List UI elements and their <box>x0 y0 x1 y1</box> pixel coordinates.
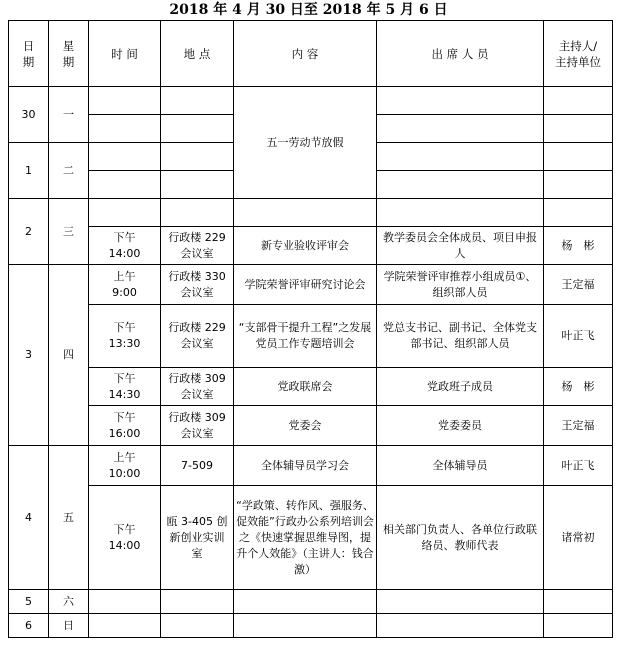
date-cell: 1 <box>9 143 49 199</box>
event-content: “支部骨干提升工程”之发展党员工作专题培训会 <box>234 305 377 368</box>
empty-cell <box>377 143 544 171</box>
event-place <box>161 486 234 590</box>
event-place <box>161 265 234 305</box>
header-date-line2: 期 <box>22 54 35 69</box>
empty-cell <box>89 590 161 614</box>
empty-cell <box>89 199 161 227</box>
table-row <box>9 446 613 486</box>
empty-cell <box>89 171 161 199</box>
place-line: 会议室 <box>180 426 214 440</box>
event-host: 叶正飞 <box>544 446 613 486</box>
empty-cell <box>544 171 613 199</box>
table-row <box>9 406 613 446</box>
empty-cell <box>544 143 613 171</box>
place-line: 行政楼 309 <box>168 410 226 424</box>
event-place <box>161 227 234 265</box>
weekday-cell: 四 <box>49 265 89 446</box>
header-date <box>9 21 49 87</box>
header-host-line2: 主持单位 <box>555 54 601 69</box>
event-content: 新专业验收评审会 <box>234 227 377 265</box>
event-host: 杨 彬 <box>544 227 613 265</box>
event-time <box>89 486 161 590</box>
empty-cell <box>377 171 544 199</box>
empty-cell <box>161 171 234 199</box>
empty-cell <box>89 115 161 143</box>
event-time <box>89 305 161 368</box>
time-clock: 14:00 <box>108 538 141 552</box>
header-weekday-line2: 期 <box>62 54 75 69</box>
empty-cell <box>234 614 377 638</box>
place-line: 行政楼 229 <box>168 321 226 334</box>
place-line: 会议室 <box>180 337 214 350</box>
place-line: 会议室 <box>180 285 214 299</box>
time-period: 下午 <box>113 230 136 244</box>
date-cell: 2 <box>9 199 49 265</box>
event-host: 王定福 <box>544 265 613 305</box>
event-time <box>89 446 161 486</box>
weekday-cell: 一 <box>49 87 89 143</box>
header-place: 地 点 <box>161 21 234 87</box>
header-weekday <box>49 21 89 87</box>
table-row <box>9 590 613 614</box>
event-time <box>89 265 161 305</box>
place-line: 行政楼 330 <box>168 269 226 283</box>
event-content: 党政联席会 <box>234 368 377 406</box>
time-clock: 10:00 <box>108 466 141 480</box>
time-period: 下午 <box>113 321 136 334</box>
place-line: 会议室 <box>180 246 214 260</box>
empty-cell <box>544 199 613 227</box>
place-line: 行政楼 309 <box>168 371 226 385</box>
empty-cell <box>161 590 234 614</box>
empty-cell <box>89 87 161 115</box>
empty-cell <box>377 614 544 638</box>
empty-cell <box>544 614 613 638</box>
time-period: 下午 <box>113 410 136 424</box>
event-content: 学院荣誉评审研究讨论会 <box>234 265 377 305</box>
date-cell: 30 <box>9 87 49 143</box>
event-time <box>89 406 161 446</box>
event-time <box>89 227 161 265</box>
place-line: 瓯 3-405 创 <box>166 514 228 528</box>
empty-cell <box>544 590 613 614</box>
header-time: 时 间 <box>89 21 161 87</box>
event-place <box>161 406 234 446</box>
table-row <box>9 305 613 368</box>
event-host: 叶正飞 <box>544 305 613 368</box>
time-clock: 14:30 <box>108 387 141 401</box>
place-line: 室 <box>191 546 203 560</box>
place-line: 行政楼 229 <box>168 230 226 244</box>
event-host: 王定福 <box>544 406 613 446</box>
event-attendees: 全体辅导员 <box>377 446 544 486</box>
empty-cell <box>234 199 377 227</box>
event-attendees: 相关部门负责人、各单位行政联络员、教师代表 <box>377 486 544 590</box>
time-clock: 14:00 <box>108 246 141 260</box>
empty-cell <box>161 614 234 638</box>
schedule-title: 2018 年 4 月 30 日至 2018 年 5 月 6 日 <box>169 2 448 18</box>
header-row <box>9 21 613 87</box>
empty-cell <box>377 199 544 227</box>
time-clock: 13:30 <box>108 337 141 350</box>
place-line: 会议室 <box>180 387 214 401</box>
empty-cell <box>377 590 544 614</box>
weekday-cell: 二 <box>49 143 89 199</box>
event-content: 党委会 <box>234 406 377 446</box>
date-cell: 5 <box>9 590 49 614</box>
event-content: 全体辅导员学习会 <box>234 446 377 486</box>
event-host: 杨 彬 <box>544 368 613 406</box>
table-row <box>9 87 613 115</box>
weekday-cell: 三 <box>49 199 89 265</box>
header-date-line1: 日 <box>22 38 35 53</box>
weekday-cell: 六 <box>49 590 89 614</box>
event-attendees: 教学委员会全体成员、项目申报人 <box>377 227 544 265</box>
event-attendees: 党政班子成员 <box>377 368 544 406</box>
table-row <box>9 265 613 305</box>
event-place <box>161 305 234 368</box>
event-attendees: 党委委员 <box>377 406 544 446</box>
weekday-cell: 日 <box>49 614 89 638</box>
event-content: “学政策、转作风、强服务、促效能”行政办公系列培训会之《快速掌握思维导图，提升个人效能》（主讲人：钱合激） <box>234 486 377 590</box>
empty-cell <box>234 590 377 614</box>
date-cell: 4 <box>9 446 49 590</box>
empty-cell <box>161 115 234 143</box>
time-clock: 16:00 <box>108 426 141 440</box>
table-row <box>9 199 613 227</box>
date-cell: 6 <box>9 614 49 638</box>
empty-cell <box>544 87 613 115</box>
table-row <box>9 368 613 406</box>
holiday-cell: 五一劳动节放假 <box>234 87 377 199</box>
schedule-table <box>8 20 613 638</box>
empty-cell <box>161 199 234 227</box>
header-attendees: 出 席 人 员 <box>377 21 544 87</box>
time-clock: 9:00 <box>112 285 137 299</box>
place-line: 新创业实训 <box>169 530 225 544</box>
header-weekday-line1: 星 <box>62 38 75 53</box>
empty-cell <box>161 143 234 171</box>
empty-cell <box>161 87 234 115</box>
header-content: 内 容 <box>234 21 377 87</box>
time-period: 下午 <box>113 522 136 536</box>
empty-cell <box>89 143 161 171</box>
empty-cell <box>377 115 544 143</box>
event-place <box>161 368 234 406</box>
event-time <box>89 368 161 406</box>
time-period: 上午 <box>113 269 136 283</box>
event-place: 7-509 <box>161 446 234 486</box>
event-host: 诸常初 <box>544 486 613 590</box>
table-row <box>9 614 613 638</box>
table-row <box>9 486 613 590</box>
date-cell: 3 <box>9 265 49 446</box>
empty-cell <box>89 614 161 638</box>
event-attendees: 学院荣誉评审推荐小组成员①、组织部人员 <box>377 265 544 305</box>
empty-cell <box>377 87 544 115</box>
header-host-line1: 主持人/ <box>558 38 598 53</box>
weekday-cell: 五 <box>49 446 89 590</box>
empty-cell <box>544 115 613 143</box>
event-attendees: 党总支书记、副书记、全体党支部书记、组织部人员 <box>377 305 544 368</box>
table-row <box>9 227 613 265</box>
header-host <box>544 21 613 87</box>
time-period: 下午 <box>113 371 136 385</box>
time-period: 上午 <box>113 450 136 464</box>
